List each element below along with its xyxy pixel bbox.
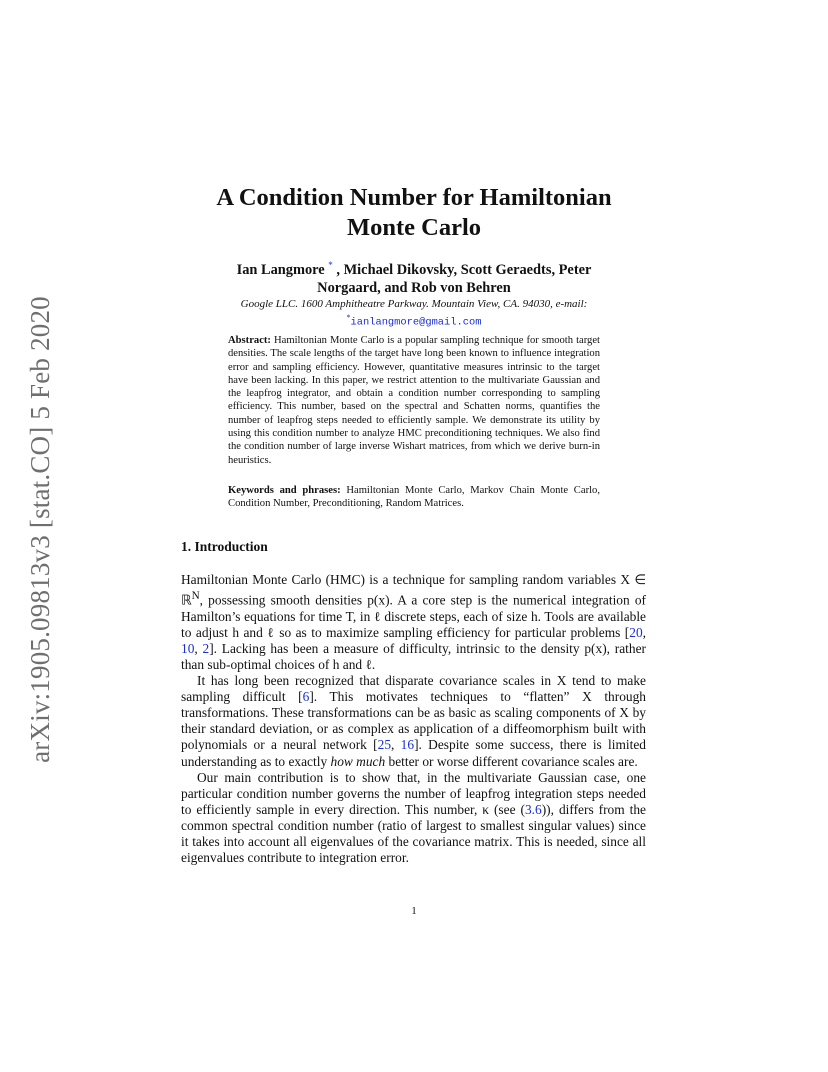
author-list <box>196 256 632 297</box>
p1-superscript: N <box>191 590 200 603</box>
paper-title <box>160 183 668 243</box>
citation-link[interactable]: 20 <box>629 624 643 640</box>
abstract-label: Abstract: <box>228 335 271 346</box>
paragraph-2: It has long been recognized that disparate covariance scales in X tend to make sampling difficult [6]. This motivates techniques to “flatten” X through transformations. These transformations can be as basic as scaling components of X by their standard deviation, or as complex as application of a diffeomorphism built with polynomials or a neural network [25, 16]. Despite some success, there is limited understanding as to exactly how much better or worse different covariance scales are. <box>181 673 646 769</box>
paragraph-3 <box>181 770 646 867</box>
introduction-body <box>181 572 646 866</box>
citation-link[interactable]: 16 <box>400 737 415 753</box>
paragraph-1: Hamiltonian Monte Carlo (HMC) is a technique for sampling random variables X ∈ ℝ$^N$, possessing smooth densities p(x). A a core step is the numerical integration of Hamilton’s equations for time T, in ℓ discrete steps, each of size h. Tools are available to adjust h and ℓ so as to maximize sampling efficiency for particular problems [20, 10, 2]. Lacking has been a measure of difficulty, intrinsic to the density p(x), rather than sub-optimal choices of h and ℓ. <box>181 572 646 672</box>
keywords-label: Keywords and phrases: <box>228 485 341 496</box>
title-line-1: A Condition Number for Hamiltonian <box>216 184 612 211</box>
affiliation-text: Google LLC. 1600 Amphitheatre Parkway. Mountain View, CA. 94030, e-mail: <box>240 298 588 310</box>
p2-emphasis: how much <box>330 753 386 769</box>
citation-link[interactable]: 25 <box>377 737 392 753</box>
email-mark: * <box>346 313 351 322</box>
keywords-text: Hamiltonian Monte Carlo, Markov Chain Monte Carlo, Condition Number, Preconditioning, Random Matrices. <box>228 485 600 510</box>
p2-text-d: better or worse different covariance scales are. <box>385 753 638 769</box>
arxiv-identifier[interactable]: arXiv:1905.09813v3 [stat.CO] 5 Feb 2020 <box>24 295 55 763</box>
author-line-2: Norgaard, and Rob von Behren <box>317 279 511 296</box>
page-number: 1 <box>411 905 417 917</box>
p3-text-a: Our main contribution is to show that, in the multivariate Gaussian case, one particular condition number governs the number of leapfrog integration steps needed to efficiently sample in every direction. This number, κ (see ( <box>181 769 646 817</box>
p1-text-d: ]. Lacking has been a measure of difficulty, intrinsic to the density p(x), rather than sub-optimal choices of h and ℓ. <box>181 640 646 672</box>
affiliation-email-line <box>200 311 628 330</box>
abstract-text: Hamiltonian Monte Carlo is a popular sampling technique for smooth target densities. The scale lengths of the target have long been known to influence integration error and sampling efficiency. However, quantitative measures intrinsic to the target have been lacking. In this paper, we restrict attention to the multivariate Gaussian and the leapfrog integrator, and obtain a condition number corresponding to sampling efficiency. This number, based on the spectral and Schatten norms, quantifies the number of leapfrog steps needed to efficiently sample. We demonstrate its utility by using this condition number to analyze HMC preconditioning techniques. We also find the condition number of large inverse Wishart matrices, from which we derive burn-in heuristics. <box>228 335 600 466</box>
citation-link[interactable]: 6 <box>302 689 310 705</box>
title-line-2: Monte Carlo <box>346 214 482 241</box>
p1-text-a: Hamiltonian Monte Carlo (HMC) is a technique for sampling random variables X ∈ ℝ <box>181 572 646 608</box>
p1-text-b: , possessing smooth densities p(x). A a core step is the numerical integration of Hamilton’s equations for time T, in ℓ discrete steps, each of size h. Tools are available to adjust h and ℓ so as to maximize sampling efficiency for particular problems [ <box>181 592 646 640</box>
equation-link[interactable]: 3.6 <box>524 801 542 817</box>
p2-text-b: ]. This motivates techniques to “flatten” X through transformations. These transformations can be as basic as scaling components of X by their standard deviation, or as complex as application of a diffeomorphism built with polynomials or a neural network [ <box>181 689 646 753</box>
abstract <box>228 334 600 467</box>
p2-text-c: ]. Despite some success, there is limited understanding as to exactly <box>181 737 646 769</box>
author-first: Ian Langmore <box>236 261 325 278</box>
email-link[interactable]: ianlangmore@gmail.com <box>350 316 482 329</box>
p3-text-b: )), differs from the common spectral condition number (ratio of largest to smallest singular values) since it takes into account all eigenvalues of the covariance matrix. This is needed, since all eigenvalues contribute to integration error. <box>181 801 646 866</box>
author-line-1 <box>196 256 632 279</box>
author-rest: , Michael Dikovsky, Scott Geraedts, Peter <box>336 261 592 278</box>
affiliation <box>200 297 628 330</box>
citation-link[interactable]: 2 <box>202 640 210 656</box>
citation-link[interactable]: 10 <box>181 640 195 656</box>
section-heading: 1. Introduction <box>181 539 268 554</box>
keywords <box>228 484 600 511</box>
author-footnote-mark[interactable]: * <box>328 260 333 270</box>
p2-text-a: It has long been recognized that disparate covariance scales in X tend to make sampling difficult [ <box>181 673 646 705</box>
arxiv-side-label <box>18 292 62 766</box>
